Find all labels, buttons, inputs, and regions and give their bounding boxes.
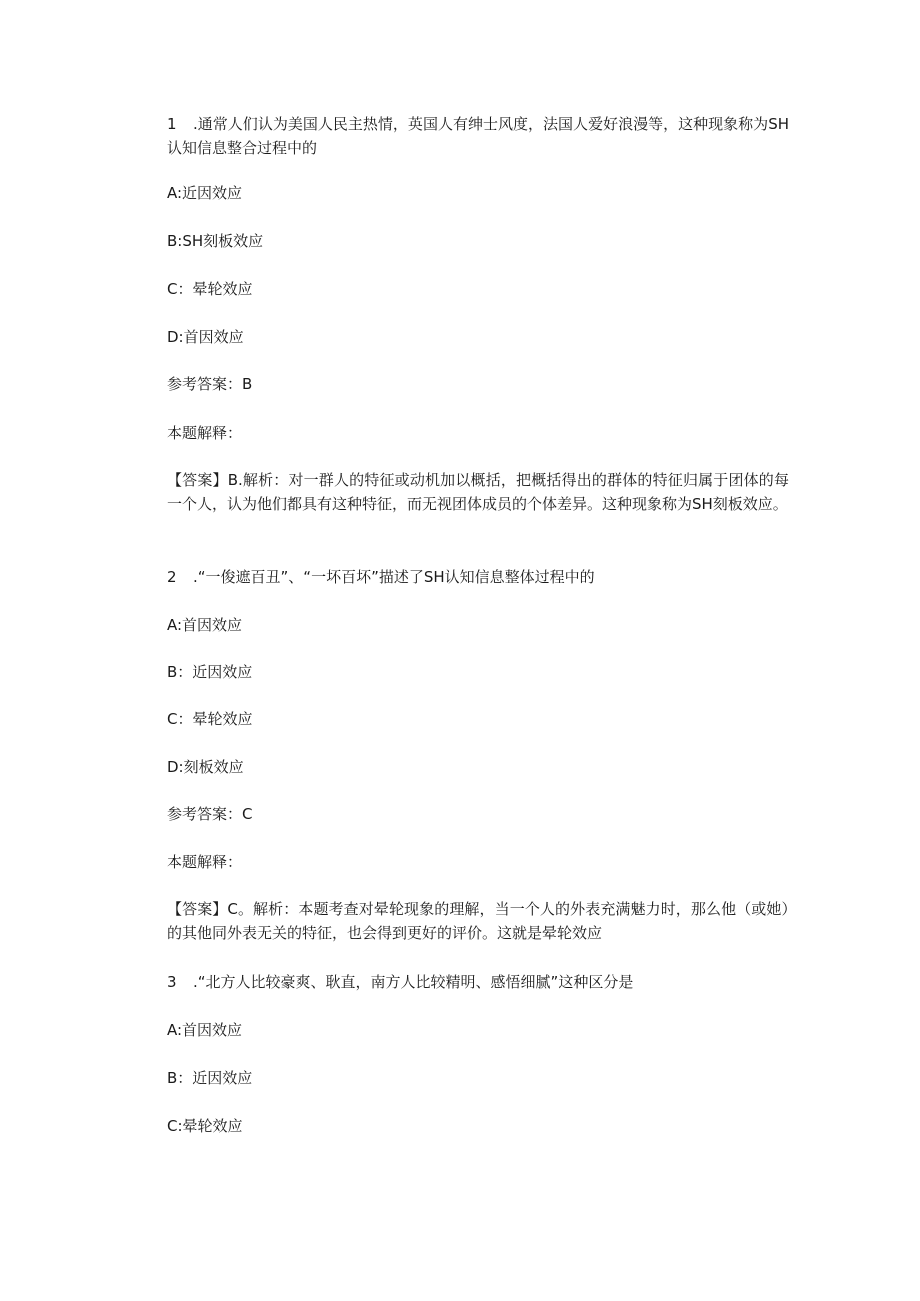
question-2-stem (167, 565, 789, 589)
question-2-option-c: C：晕轮效应 (167, 710, 253, 728)
question-1-option-b: B:SH刻板效应 (167, 232, 264, 250)
question-2-option-d: D:刻板效应 (167, 758, 244, 776)
question-2-explanation-label: 本题解释： (167, 853, 243, 871)
question-text: .通常人们认为美国人民主热情，英国人有绅士风度，法国人爱好浪漫等，这种现象称为SH认知信息整合过程中的 (167, 115, 789, 157)
question-3-option-b: B：近因效应 (167, 1069, 253, 1087)
question-1-option-c: C：晕轮效应 (167, 280, 253, 298)
question-1-option-a: A:近因效应 (167, 184, 243, 202)
question-1-answer: 参考答案：B (167, 375, 253, 393)
question-text: .“一俊遮百丑”、“一坏百坏”描述了SH认知信息整体过程中的 (193, 568, 595, 586)
question-1-explanation-label: 本题解释： (167, 424, 243, 442)
question-number: 2 (167, 568, 177, 586)
question-number: 3 (167, 973, 177, 991)
question-1-stem (167, 112, 789, 160)
question-number: 1 (167, 115, 177, 133)
question-2-option-b: B：近因效应 (167, 663, 253, 681)
question-1-explanation: 【答案】B.解析：对一群人的特征或动机加以概括，把概括得出的群体的特征归属于团体的每一个人，认为他们都具有这种特征，而无视团体成员的个体差异。这种现象称为SH刻板效应。 (167, 471, 789, 513)
question-3-option-c: C:晕轮效应 (167, 1117, 243, 1135)
question-2-explanation: 【答案】C。解析：本题考查对晕轮现象的理解，当一个人的外表充满魅力时，那么他（或她）的其他同外表无关的特征，也会得到更好的评价。这就是晕轮效应 (167, 900, 789, 942)
question-2-answer: 参考答案：C (167, 805, 253, 823)
question-1-option-d: D:首因效应 (167, 328, 244, 346)
question-2-option-a: A:首因效应 (167, 616, 243, 634)
question-3-option-a: A:首因效应 (167, 1021, 243, 1039)
question-3-stem (167, 970, 789, 994)
question-text: .“北方人比较豪爽、耿直，南方人比较精明、感悟细腻”这种区分是 (193, 973, 634, 991)
